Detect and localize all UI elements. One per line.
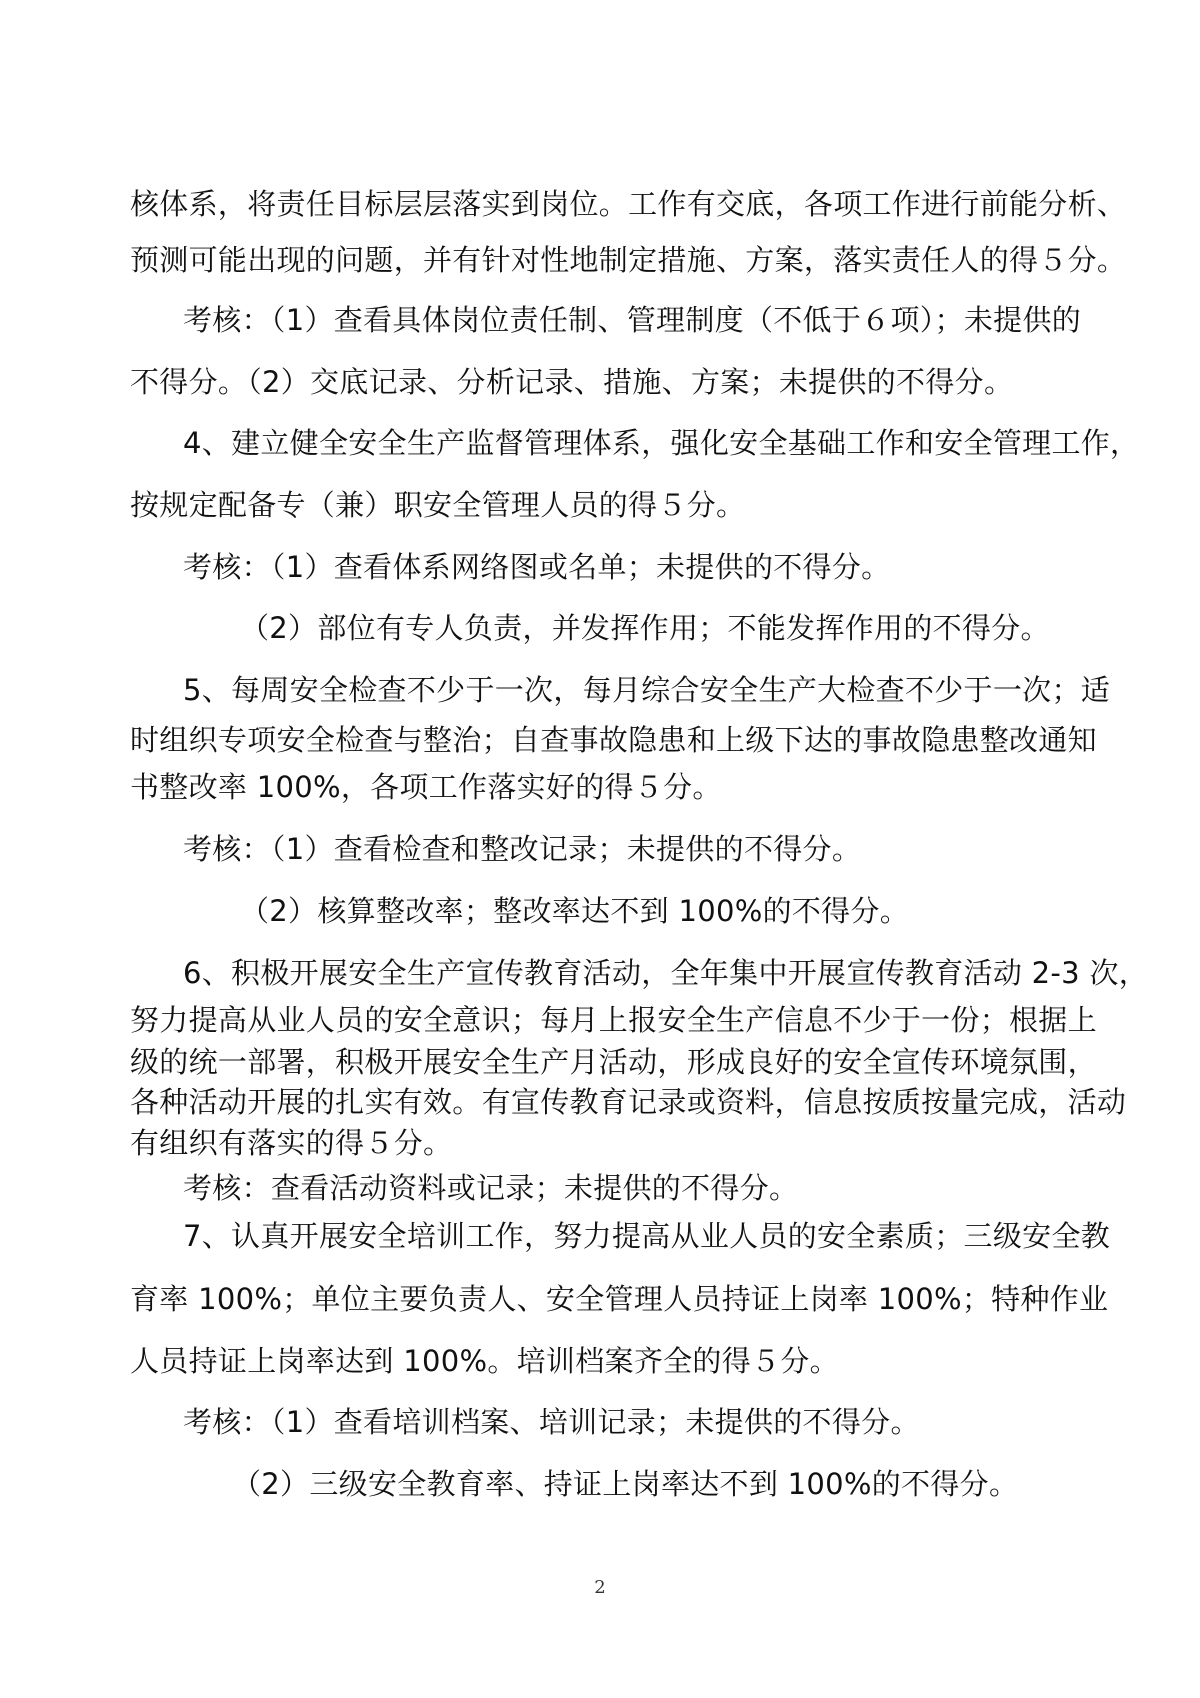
text-line: 考核：（1）查看具体岗位责任制、管理制度（不低于６项）；未提供的 <box>183 303 1082 337</box>
text-line: 书整改率 100%，各项工作落实好的得５分。 <box>130 770 722 804</box>
text-line: 按规定配备专（兼）职安全管理人员的得５分。 <box>130 488 746 522</box>
text-line: 预测可能出现的问题，并有针对性地制定措施、方案，落实责任人的得５分。 <box>130 243 1127 277</box>
text-line: 各种活动开展的扎实有效。有宣传教育记录或资料，信息按质按量完成，活动 <box>130 1085 1127 1119</box>
text-line: 7、认真开展安全培训工作，努力提高从业人员的安全素质；三级安全教 <box>183 1219 1111 1253</box>
text-line: 人员持证上岗率达到 100%。培训档案齐全的得５分。 <box>130 1344 839 1378</box>
text-line: 不得分。（2）交底记录、分析记录、措施、方案；未提供的不得分。 <box>130 365 1014 399</box>
text-line: 考核：（1）查看培训档案、培训记录；未提供的不得分。 <box>183 1405 920 1439</box>
text-line: （2）三级安全教育率、持证上岗率达不到 100%的不得分。 <box>232 1467 1019 1501</box>
text-line: 4、建立健全安全生产监督管理体系，强化安全基础工作和安全管理工作， <box>183 426 1140 460</box>
text-line: （2）核算整改率；整改率达不到 100%的不得分。 <box>240 894 910 928</box>
text-line: 5、每周安全检查不少于一次，每月综合安全生产大检查不少于一次；适 <box>183 673 1111 707</box>
text-line: 考核：查看活动资料或记录；未提供的不得分。 <box>183 1171 799 1205</box>
text-line: 6、积极开展安全生产宣传教育活动，全年集中开展宣传教育活动 2-3 次， <box>183 956 1149 990</box>
text-line: 有组织有落实的得５分。 <box>130 1126 453 1160</box>
text-line: 级的统一部署，积极开展安全生产月活动，形成良好的安全宣传环境氛围， <box>130 1045 1097 1079</box>
text-line: 考核：（1）查看检查和整改记录；未提供的不得分。 <box>183 832 862 866</box>
text-line: 时组织专项安全检查与整治；自查事故隐患和上级下达的事故隐患整改通知 <box>130 723 1097 757</box>
text-line: 努力提高从业人员的安全意识；每月上报安全生产信息不少于一份；根据上 <box>130 1003 1097 1037</box>
text-line: （2）部位有专人负责，并发挥作用；不能发挥作用的不得分。 <box>240 611 1050 645</box>
text-line: 育率 100%；单位主要负责人、安全管理人员持证上岗率 100%；特种作业 <box>130 1282 1109 1316</box>
text-line: 核体系，将责任目标层层落实到岗位。工作有交底，各项工作进行前能分析、 <box>130 187 1127 221</box>
text-line: 考核：（1）查看体系网络图或名单；未提供的不得分。 <box>183 550 891 584</box>
page-number: 2 <box>594 1577 606 1598</box>
